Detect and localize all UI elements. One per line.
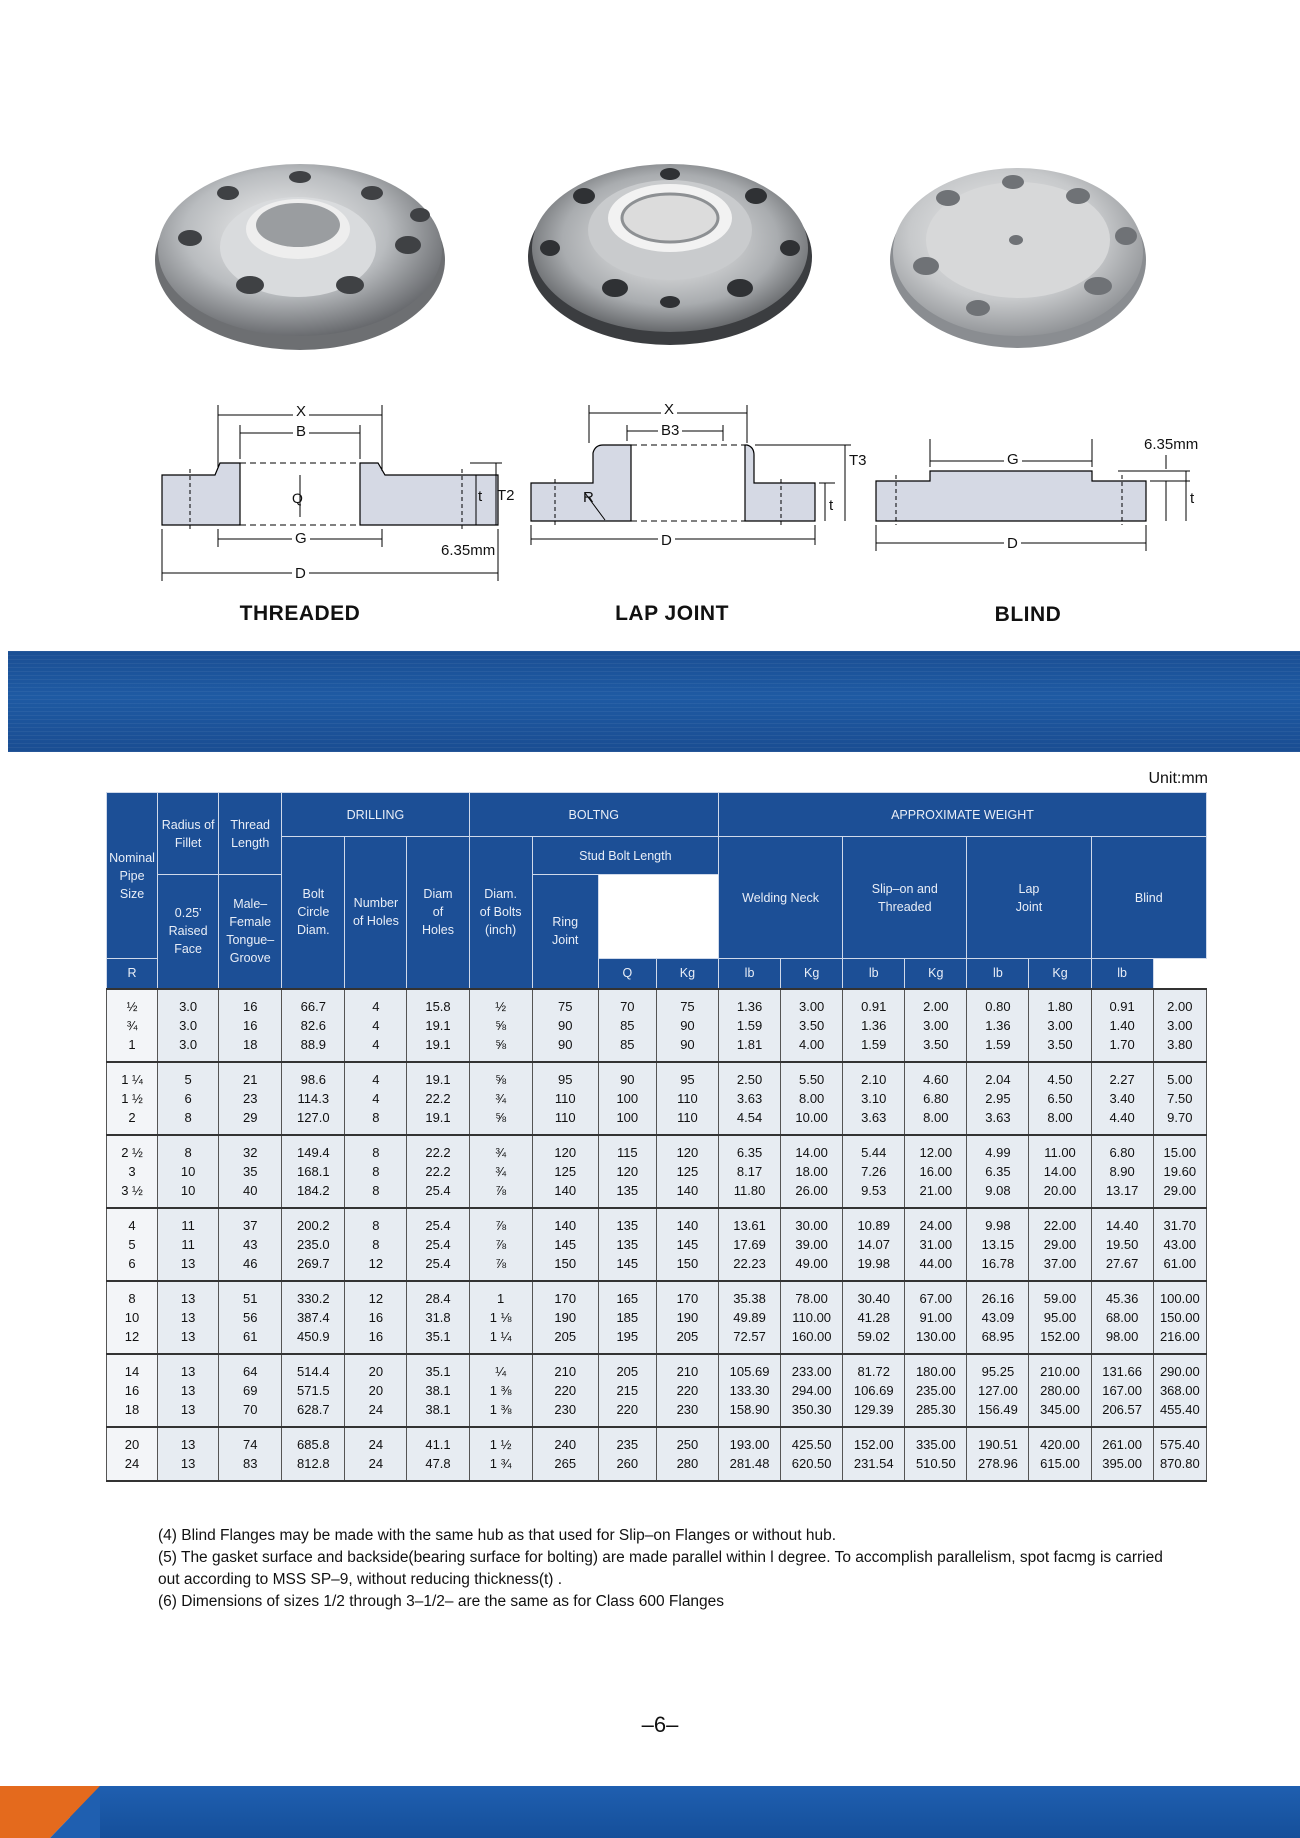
header-nominal-pipe-size: Nominal Pipe Size	[107, 793, 158, 959]
cell-wn-lb: 5.50 8.00 10.00	[781, 1062, 843, 1135]
header-q: Q	[598, 959, 656, 989]
cell-bl-lb: 31.70 43.00 61.00	[1153, 1208, 1206, 1281]
cell-lj-lb: 22.00 29.00 37.00	[1029, 1208, 1091, 1281]
cell-male-female: 70 85 85	[598, 989, 656, 1062]
lap-r-label: R	[583, 489, 594, 506]
cell-so-lb: 12.00 16.00 21.00	[905, 1135, 967, 1208]
cell-so-kg: 30.40 41.28 59.02	[843, 1281, 905, 1354]
blind-caption: BLIND	[994, 603, 1062, 626]
footer-orange-accent	[0, 1786, 100, 1838]
cell-lj-kg: 95.25 127.00 156.49	[967, 1354, 1029, 1427]
cell-male-female: 90 100 100	[598, 1062, 656, 1135]
header-bl-lb: lb	[1091, 959, 1153, 989]
cell-ring-joint: 210 220 230	[656, 1354, 718, 1427]
cell-male-female: 135 135 145	[598, 1208, 656, 1281]
header-stud-bolt-length: Stud Bolt Length	[532, 837, 718, 875]
threaded-q-label: Q	[292, 490, 303, 506]
cell-bl-kg: 14.40 19.50 27.67	[1091, 1208, 1153, 1281]
cell-thread: 51 56 61	[219, 1281, 282, 1354]
table-row-group	[107, 1281, 1207, 1354]
cell-diam-holes: 25.4 25.4 25.4	[407, 1208, 469, 1281]
flange-dimensions-table	[106, 792, 1207, 1482]
blue-banner	[8, 651, 1300, 752]
cell-so-lb: 180.00 235.00 285.30	[905, 1354, 967, 1427]
cell-wn-lb: 30.00 39.00 49.00	[781, 1208, 843, 1281]
cell-radius: 5 6 8	[158, 1062, 219, 1135]
note-5: (5) The gasket surface and backside(bearing surface for bolting) are made parallel within l degree. To accomplish parallelism, spot facmg is carried out according to MSS SP–9, without reducing thickness(t) .	[158, 1549, 1163, 1588]
lap-d-label: D	[658, 532, 675, 549]
cell-lj-lb: 420.00 615.00	[1029, 1427, 1091, 1481]
header-drilling: DRILLING	[282, 793, 469, 837]
cell-radius: 13 13 13	[158, 1354, 219, 1427]
cell-lj-lb: 1.80 3.00 3.50	[1029, 989, 1091, 1062]
cell-bl-kg: 6.80 8.90 13.17	[1091, 1135, 1153, 1208]
cell-bolt-circle: 98.6 114.3 127.0	[282, 1062, 345, 1135]
header-male-female: Male– Female Tongue– Groove	[219, 875, 282, 989]
cell-thread: 32 35 40	[219, 1135, 282, 1208]
cell-raised-face: 120 125 140	[532, 1135, 598, 1208]
threaded-flange-drawing	[150, 395, 520, 595]
cell-male-female: 205 215 220	[598, 1354, 656, 1427]
cell-radius: 3.0 3.0 3.0	[158, 989, 219, 1062]
cell-lj-kg: 9.98 13.15 16.78	[967, 1208, 1029, 1281]
cell-wn-kg: 6.35 8.17 11.80	[719, 1135, 781, 1208]
cell-wn-kg: 2.50 3.63 4.54	[719, 1062, 781, 1135]
cell-lj-kg: 0.80 1.36 1.59	[967, 989, 1029, 1062]
table-row-group	[107, 1208, 1207, 1281]
blind-mm-label: 6.35mm	[1144, 436, 1199, 453]
header-bolting: BOLTNG	[469, 793, 718, 837]
cell-lj-lb: 4.50 6.50 8.00	[1029, 1062, 1091, 1135]
cell-wn-lb: 3.00 3.50 4.00	[781, 989, 843, 1062]
cell-diam-holes: 15.8 19.1 19.1	[407, 989, 469, 1062]
cell-size: 4 5 6	[107, 1208, 158, 1281]
cell-number-holes: 4 4 4	[345, 989, 407, 1062]
blind-d-label: D	[1004, 535, 1021, 552]
cell-ring-joint: 140 145 150	[656, 1208, 718, 1281]
cell-wn-kg: 105.69 133.30 158.90	[719, 1354, 781, 1427]
cell-size: 1 ¼ 1 ½ 2	[107, 1062, 158, 1135]
cell-number-holes: 24 24	[345, 1427, 407, 1481]
blind-t-label: t	[1190, 490, 1195, 507]
cell-number-holes: 4 4 8	[345, 1062, 407, 1135]
cell-diam-bolts: ⅞ ⅞ ⅞	[469, 1208, 532, 1281]
cell-bl-lb: 15.00 19.60 29.00	[1153, 1135, 1206, 1208]
cell-number-holes: 20 20 24	[345, 1354, 407, 1427]
cell-wn-kg: 193.00 281.48	[719, 1427, 781, 1481]
cell-wn-kg: 1.36 1.59 1.81	[719, 989, 781, 1062]
cell-raised-face: 240 265	[532, 1427, 598, 1481]
table-row-group	[107, 1354, 1207, 1427]
cell-diam-bolts: ¾ ¾ ⅞	[469, 1135, 532, 1208]
threaded-caption: THREADED	[239, 602, 361, 625]
header-ring-joint: Ring Joint	[532, 875, 598, 989]
footer-blue-bar	[70, 1786, 1300, 1838]
cell-lj-lb: 59.00 95.00 152.00	[1029, 1281, 1091, 1354]
cell-radius: 8 10 10	[158, 1135, 219, 1208]
header-so-lb: lb	[843, 959, 905, 989]
cell-size: ½ ¾ 1	[107, 989, 158, 1062]
notes	[158, 1525, 1188, 1613]
note-6: (6) Dimensions of sizes 1/2 through 3–1/2– are the same as for Class 600 Flanges	[158, 1593, 725, 1610]
cell-bl-kg: 2.27 3.40 4.40	[1091, 1062, 1153, 1135]
cell-lj-kg: 4.99 6.35 9.08	[967, 1135, 1029, 1208]
cell-ring-joint: 95 110 110	[656, 1062, 718, 1135]
blind-flange-drawing	[870, 435, 1200, 555]
header-wn-lb: lb	[719, 959, 781, 989]
header-bolt-circle: Bolt Circle Diam.	[282, 837, 345, 989]
header-lap-joint: Lap Joint	[967, 837, 1091, 959]
cell-lj-lb: 210.00 280.00 345.00	[1029, 1354, 1091, 1427]
header-diam-bolts: Diam. of Bolts (inch)	[469, 837, 532, 989]
cell-so-lb: 2.00 3.00 3.50	[905, 989, 967, 1062]
header-r: R	[107, 959, 158, 989]
lap-joint-flange-drawing	[525, 395, 865, 565]
header-welding-neck: Welding Neck	[719, 837, 843, 959]
cell-size: 20 24	[107, 1427, 158, 1481]
lap-joint-caption: LAP JOINT	[615, 602, 729, 625]
cell-thread: 21 23 29	[219, 1062, 282, 1135]
cell-raised-face: 140 145 150	[532, 1208, 598, 1281]
cell-bl-lb: 2.00 3.00 3.80	[1153, 989, 1206, 1062]
header-bl-kg: Kg	[1029, 959, 1091, 989]
table-row-group	[107, 989, 1207, 1062]
cell-raised-face: 75 90 90	[532, 989, 598, 1062]
lap-x-label: X	[661, 401, 677, 418]
cell-so-kg: 2.10 3.10 3.63	[843, 1062, 905, 1135]
lap-joint-flange-photo	[520, 152, 820, 352]
cell-diam-holes: 41.1 47.8	[407, 1427, 469, 1481]
lap-b3-label: B3	[658, 422, 682, 439]
lap-t-label: t	[829, 497, 834, 514]
cell-bl-kg: 0.91 1.40 1.70	[1091, 989, 1153, 1062]
lap-t3-label: T3	[849, 452, 867, 469]
cell-wn-lb: 14.00 18.00 26.00	[781, 1135, 843, 1208]
table-row-group	[107, 1135, 1207, 1208]
cell-diam-bolts: ⅝ ¾ ⅝	[469, 1062, 532, 1135]
cell-so-kg: 152.00 231.54	[843, 1427, 905, 1481]
cell-so-kg: 10.89 14.07 19.98	[843, 1208, 905, 1281]
threaded-b-label: B	[293, 423, 309, 440]
cell-ring-joint: 250 280	[656, 1427, 718, 1481]
header-thread-length: Thread Length	[219, 793, 282, 875]
header-approximate-weight: APPROXIMATE WEIGHT	[719, 793, 1207, 837]
cell-radius: 11 11 13	[158, 1208, 219, 1281]
cell-bolt-circle: 149.4 168.1 184.2	[282, 1135, 345, 1208]
cell-wn-kg: 13.61 17.69 22.23	[719, 1208, 781, 1281]
threaded-mm-label: 6.35mm	[441, 542, 496, 559]
cell-bl-kg: 131.66 167.00 206.57	[1091, 1354, 1153, 1427]
cell-bolt-circle: 330.2 387.4 450.9	[282, 1281, 345, 1354]
cell-diam-holes: 35.1 38.1 38.1	[407, 1354, 469, 1427]
cell-lj-lb: 11.00 14.00 20.00	[1029, 1135, 1091, 1208]
cell-raised-face: 95 110 110	[532, 1062, 598, 1135]
cell-thread: 16 16 18	[219, 989, 282, 1062]
cell-male-female: 115 120 135	[598, 1135, 656, 1208]
cell-wn-lb: 78.00 110.00 160.00	[781, 1281, 843, 1354]
cell-number-holes: 8 8 12	[345, 1208, 407, 1281]
cell-male-female: 165 185 195	[598, 1281, 656, 1354]
cell-bl-lb: 575.40 870.80	[1153, 1427, 1206, 1481]
cell-bolt-circle: 200.2 235.0 269.7	[282, 1208, 345, 1281]
header-diam-holes: Diam of Holes	[407, 837, 469, 989]
threaded-g-label: G	[292, 530, 310, 547]
cell-diam-bolts: 1 1 ⅛ 1 ¼	[469, 1281, 532, 1354]
cell-ring-joint: 120 125 140	[656, 1135, 718, 1208]
cell-so-lb: 67.00 91.00 130.00	[905, 1281, 967, 1354]
page-number: –6–	[641, 1712, 679, 1737]
cell-bl-kg: 261.00 395.00	[1091, 1427, 1153, 1481]
cell-diam-bolts: ½ ⅝ ⅝	[469, 989, 532, 1062]
cell-size: 8 10 12	[107, 1281, 158, 1354]
cell-bolt-circle: 514.4 571.5 628.7	[282, 1354, 345, 1427]
cell-number-holes: 12 16 16	[345, 1281, 407, 1354]
cell-diam-holes: 19.1 22.2 19.1	[407, 1062, 469, 1135]
threaded-x-label: X	[293, 403, 309, 420]
cell-so-lb: 335.00 510.50	[905, 1427, 967, 1481]
cell-radius: 13 13 13	[158, 1281, 219, 1354]
threaded-t-label: t	[478, 488, 483, 505]
header-number-holes: Number of Holes	[345, 837, 407, 989]
cell-lj-kg: 2.04 2.95 3.63	[967, 1062, 1029, 1135]
cell-thread: 37 43 46	[219, 1208, 282, 1281]
cell-so-kg: 0.91 1.36 1.59	[843, 989, 905, 1062]
cell-diam-holes: 28.4 31.8 35.1	[407, 1281, 469, 1354]
cell-size: 2 ½ 3 3 ½	[107, 1135, 158, 1208]
cell-so-lb: 24.00 31.00 44.00	[905, 1208, 967, 1281]
cell-raised-face: 170 190 205	[532, 1281, 598, 1354]
cell-so-kg: 81.72 106.69 129.39	[843, 1354, 905, 1427]
threaded-flange-photo	[150, 155, 450, 355]
header-blind: Blind	[1091, 837, 1206, 959]
header-slip-on: Slip–on and Threaded	[843, 837, 967, 959]
threaded-t2-label: T2	[497, 487, 515, 504]
note-4: (4) Blind Flanges may be made with the same hub as that used for Slip–on Flanges or without hub.	[158, 1527, 837, 1544]
cell-so-kg: 5.44 7.26 9.53	[843, 1135, 905, 1208]
cell-diam-bolts: 1 ½ 1 ¾	[469, 1427, 532, 1481]
cell-so-lb: 4.60 6.80 8.00	[905, 1062, 967, 1135]
cell-raised-face: 210 220 230	[532, 1354, 598, 1427]
header-wn-kg: Kg	[656, 959, 718, 989]
header-lj-kg: Kg	[905, 959, 967, 989]
cell-thread: 74 83	[219, 1427, 282, 1481]
blind-g-label: G	[1004, 451, 1022, 468]
cell-bolt-circle: 685.8 812.8	[282, 1427, 345, 1481]
cell-lj-kg: 190.51 278.96	[967, 1427, 1029, 1481]
cell-lj-kg: 26.16 43.09 68.95	[967, 1281, 1029, 1354]
cell-bl-lb: 100.00 150.00 216.00	[1153, 1281, 1206, 1354]
threaded-d-label: D	[292, 565, 309, 582]
cell-wn-lb: 425.50 620.50	[781, 1427, 843, 1481]
cell-radius: 13 13	[158, 1427, 219, 1481]
header-radius-fillet: Radius of Fillet	[158, 793, 219, 875]
cell-diam-bolts: ¼ 1 ⅜ 1 ⅜	[469, 1354, 532, 1427]
blind-flange-photo	[888, 160, 1148, 360]
table-row-group	[107, 1062, 1207, 1135]
cell-ring-joint: 170 190 205	[656, 1281, 718, 1354]
cell-bl-lb: 290.00 368.00 455.40	[1153, 1354, 1206, 1427]
cell-diam-holes: 22.2 22.2 25.4	[407, 1135, 469, 1208]
cell-size: 14 16 18	[107, 1354, 158, 1427]
cell-wn-kg: 35.38 49.89 72.57	[719, 1281, 781, 1354]
cell-number-holes: 8 8 8	[345, 1135, 407, 1208]
table-row-group	[107, 1427, 1207, 1481]
unit-label: Unit:mm	[1148, 770, 1208, 787]
cell-wn-lb: 233.00 294.00 350.30	[781, 1354, 843, 1427]
cell-bl-kg: 45.36 68.00 98.00	[1091, 1281, 1153, 1354]
cell-male-female: 235 260	[598, 1427, 656, 1481]
header-raised-face: 0.25' Raised Face	[158, 875, 219, 989]
cell-ring-joint: 75 90 90	[656, 989, 718, 1062]
cell-bl-lb: 5.00 7.50 9.70	[1153, 1062, 1206, 1135]
header-so-kg: Kg	[781, 959, 843, 989]
cell-thread: 64 69 70	[219, 1354, 282, 1427]
header-lj-lb: lb	[967, 959, 1029, 989]
cell-bolt-circle: 66.7 82.6 88.9	[282, 989, 345, 1062]
